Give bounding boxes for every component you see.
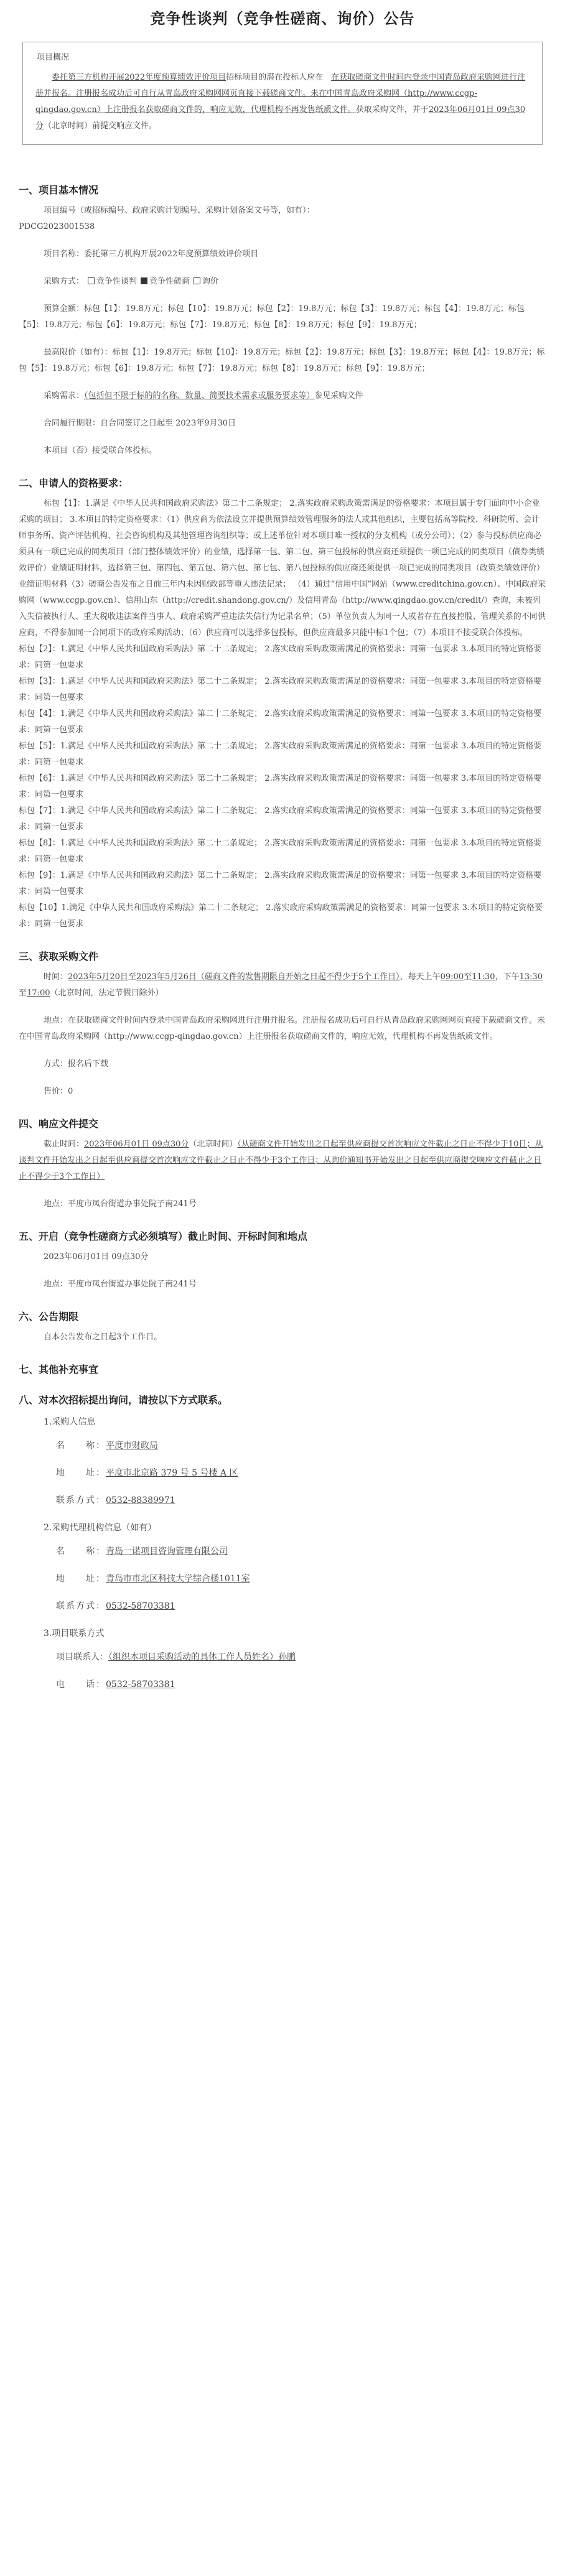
purchaser-name: 平度市财政局 <box>106 1441 158 1451</box>
budget-amount: 预算金额：标包【1】：19.8万元；标包【10】：19.8万元；标包【2】：19.8万元；标包【3】：19.8万元；标包【4】：19.8万元；标包【5】：19.8万元；标包【6】：19.8万元；标包【7】：19.8万元；标包【8】：19.8万元；标包【9】：19.8万元； <box>19 304 525 330</box>
time-to: 至 <box>128 972 136 982</box>
qualification-lot: 标包【2】：1.满足《中华人民共和国政府采购法》第二十二条规定； 2.落实政府采购政策需满足的资格要求：同第一包要求 3.本项目的特定资格要求：同第一包要求 <box>19 644 542 670</box>
deadline-label: 截止时间： <box>44 1140 85 1149</box>
checkbox-unchecked-icon <box>88 277 95 284</box>
section-7-heading: 七、其他补充事宜 <box>19 1364 99 1375</box>
page-title: 竞争性谈判（竞争性磋商、询价）公告 <box>150 10 415 27</box>
qualification-lot: 标包【10】1.满足《中华人民共和国政府采购法》第二十二条规定； 2.落实政府采购政策需满足的资格要求：同第一包要求 3.本项目的特定资格要求：同第一包要求 <box>19 903 543 929</box>
project-phone-row <box>19 1678 546 1690</box>
overview-text-4: 获取采购文件，并于 <box>355 105 429 114</box>
contract-period: 合同履行期限：自合同签订之日起至 2023年9月30日 <box>44 419 236 428</box>
agency-phone-row <box>19 1599 546 1612</box>
purchaser-address-label: 地 址： <box>56 1468 106 1478</box>
qualification-lot: 标包【8】：1.满足《中华人民共和国政府采购法》第二十二条规定； 2.落实政府采购政策需满足的资格要求：同第一包要求 3.本项目的特定资格要求：同第一包要求 <box>19 839 542 864</box>
checkbox-checked-icon <box>141 277 147 284</box>
project-phone: 0532-58703381 <box>106 1680 175 1690</box>
procurement-method <box>19 274 546 290</box>
overview-obtain-link[interactable]: 在获取磋商文件时间内登录中国青岛政府采购网进行注册并报名。注册报名成功后可自行从青岛政府采购网网页直接下载磋商文件。未在中国青岛政府采购网（http://www.ccgp-qingdao.gov.cn）上注册报名获取磋商文件的，响应无效，代理机构不再发售纸质文件。 <box>35 73 526 114</box>
submission-deadline <box>19 1137 546 1185</box>
project-contact-row <box>19 1650 546 1663</box>
time-to-2: 至 <box>464 972 472 982</box>
time-start: 2023年5月20日 <box>68 972 128 982</box>
section-4-heading: 四、响应文件提交 <box>19 1118 99 1130</box>
procurement-needs <box>19 388 546 404</box>
section-3-heading: 三、获取采购文件 <box>19 951 99 962</box>
project-number-label: 项目编号（或招标编号、政府采购计划编号、采购计划备案文号等，如有）： <box>44 206 315 215</box>
overview-text <box>35 70 530 134</box>
qualification-lot: 标包【7】：1.满足《中华人民共和国政府采购法》第二十二条规定； 2.落实政府采购政策需满足的资格要求：同第一包要求 3.本项目的特定资格要求：同第一包要求 <box>19 806 542 832</box>
qualification-lots-list <box>19 641 546 932</box>
time-label: 时间： <box>44 972 68 982</box>
qualification-lot: 标包【6】：1.满足《中华人民共和国政府采购法》第二十二条规定； 2.落实政府采购政策需满足的资格要求：同第一包要求 3.本项目的特定资格要求：同第一包要求 <box>19 774 542 799</box>
agency-address-row <box>19 1572 546 1584</box>
project-contact-title: 3.项目联系方式 <box>44 1629 105 1639</box>
project-number: PDCG2023001538 <box>19 222 95 231</box>
agency-info-title: 2.采购代理机构信息（如有） <box>44 1523 157 1533</box>
qualification-lot: 标包【5】：1.满足《中华人民共和国政府采购法》第二十二条规定； 2.落实政府采购政策需满足的资格要求：同第一包要求 3.本项目的特定资格要求：同第一包要求 <box>19 742 542 767</box>
agency-address-label: 地 址： <box>56 1574 106 1584</box>
time-end: 2023年5月26日（磋商文件的发售期限自开始之日起不得少于5个工作日） <box>136 972 400 982</box>
project-name: 项目名称：委托第三方机构开展2022年度预算绩效评价项目 <box>44 249 259 259</box>
time-am-start: 09:00 <box>440 972 464 982</box>
max-price: 最高限价（如有）：标包【1】：19.8万元；标包【10】：19.8万元；标包【2】：19.8万元；标包【3】：19.8万元；标包【4】：19.8万元；标包【5】：19.8万元；标包【6】：19.8万元；标包【7】：19.8万元；标包【8】：19.8万元；标包【9】：19.8万元； <box>19 348 545 373</box>
overview-heading: 项目概况 <box>37 53 70 62</box>
qualification-lot: 标包【4】：1.满足《中华人民共和国政府采购法》第二十二条规定； 2.落实政府采购政策需满足的资格要求：同第一包要求 3.本项目的特定资格要求：同第一包要求 <box>19 709 542 735</box>
time-to-3: 至 <box>19 988 27 998</box>
method-option-inquiry: 询价 <box>202 277 219 286</box>
overview-deadline: 2023年06月01日 09点30分 <box>35 105 526 131</box>
section-6-heading: 六、公告期限 <box>19 1311 79 1323</box>
obtain-way: 方式：报名后下载 <box>44 1059 109 1069</box>
opening-place: 地点：平度市凤台街道办事处院子南241号 <box>44 1280 197 1289</box>
purchaser-name-row <box>19 1439 546 1451</box>
method-option-consultation: 竞争性磋商 <box>149 277 190 286</box>
agency-name-label: 名 称： <box>56 1546 106 1556</box>
purchaser-name-label: 名 称： <box>56 1441 106 1451</box>
time-pm-end: 17:00 <box>27 988 50 998</box>
announcement-period: 自本公告发布之日起3个工作日。 <box>44 1332 162 1342</box>
document-price: 售价：0 <box>44 1087 73 1096</box>
consortium-note: 本项目（否）接受联合体投标。 <box>44 446 157 455</box>
agency-phone: 0532-58703381 <box>106 1601 175 1611</box>
method-option-negotiation: 竞争性谈判 <box>96 277 138 286</box>
purchaser-info-title: 1.采购人信息 <box>44 1417 96 1427</box>
deadline-time: 2023年06月01日 09点30分 <box>84 1140 189 1149</box>
agency-phone-label: 联系方式： <box>56 1601 106 1611</box>
section-2-heading: 二、申请人的资格要求： <box>19 477 129 489</box>
needs-tail: 参见采购文件 <box>314 391 363 401</box>
purchaser-phone-label: 联系方式： <box>56 1495 106 1505</box>
time-pm-start: 13:30 <box>519 972 543 982</box>
section-1-heading: 一、项目基本情况 <box>19 184 99 196</box>
method-label: 采购方式： <box>44 277 85 286</box>
section-5-heading: 五、开启（竞争性磋商方式必须填写）截止时间、开标时间和地点 <box>19 1230 308 1242</box>
overview-text-6: （北京时间）前提交响应文件。 <box>44 121 157 131</box>
overview-text-2: 招标项目的潜在投标人应在 <box>226 73 324 82</box>
purchaser-address: 平度市北京路 379 号 5 号楼 A 区 <box>106 1468 238 1478</box>
time-tail: （北京时间，法定节假日除外） <box>50 988 164 998</box>
agency-name: 青岛一诺项目咨询管理有限公司 <box>106 1546 228 1556</box>
needs-desc: （包括但不限于标的的名称、数量、简要技术需求或服务要求等） <box>84 391 315 401</box>
project-overview-box <box>22 42 543 145</box>
opening-time: 2023年06月01日 09点30分 <box>44 1252 149 1262</box>
overview-project-name: 委托第三方机构开展2022年度预算绩效评价项目 <box>52 73 226 82</box>
submission-place: 地点：平度市凤台街道办事处院子南241号 <box>44 1199 197 1209</box>
deadline-note: （从磋商文件开始发出之日起至供应商提交首次响应文件截止之日止不得少于10日；从谈判文件开始发出之日起至供应商提交首次响应文件截止之日止不得少于3个工作日；从询价通知书开始发出之日起至供应商提交响应文件截止之日止不得少于3个工作日） <box>19 1140 543 1181</box>
section-8-heading: 八、对本次招标提出询问，请按以下方式联系。 <box>19 1394 228 1406</box>
purchaser-phone-row <box>19 1494 546 1506</box>
time-afternoon: ，下午 <box>495 972 520 982</box>
deadline-tz: （北京时间） <box>189 1140 238 1149</box>
checkbox-unchecked-icon <box>194 277 200 284</box>
agency-name-row <box>19 1545 546 1557</box>
qualification-lot-1: 标包【1】：1.满足《中华人民共和国政府采购法》第二十二条规定； 2.落实政府采购政策需满足的资格要求：本项目属于专门面向中小企业采购的项目； 3.本项目的特定资格要求：（1）供应商为依法设立并提供预算绩效管理服务的法人或其他组织，主要包括高等院校、科研院所、会计师事务所、资产评估机构、社会咨询机构及其他管理咨询组织等；或上述单位针对本项目唯一授权的分支机构（或分公司）；（2）参与投标供应商必须具有一项已完成的同类项目（部门整体绩效评价）的业绩，选择第一包、第二包、第三包投标的供应商还须提供一项已完成的同类项目（债券类绩效评价）业绩证明材料，选择第三包、第四包、第五包、第六包、第七包、第八包投标的供应商还须提供一项已完成的同类项目（政策类绩效评价）业绩证明材料（3）磋商公告发布之日前三年内未因财政部等重大违法记录； （4）通过“信用中国”网站（www.creditchina.gov.cn）、中国政府采购网（www.ccgp.gov.cn）、信用山东（http://credit.shandong.gov.cn/）及信用青岛（http://www.qingdao.gov.cn/credit/）查询，未被列入失信被执行人、重大税收违法案件当事人、政府采购严重违法失信行为记录名单；（5）单位负责人为同一人或者存在直接控股、管理关系的不同供应商，不得参加同一合同项下的政府采购活动；（6）供应商可以选择多包投标，但供应商最多只能中标1个包；（7）本项目不接受联合体投标。 <box>19 499 546 638</box>
purchaser-address-row <box>19 1466 546 1479</box>
agency-address: 青岛市市北区科技大学综合楼1011室 <box>106 1574 250 1584</box>
needs-label: 采购需求： <box>44 391 85 401</box>
qualification-lot: 标包【9】：1.满足《中华人民共和国政府采购法》第二十二条规定； 2.落实政府采购政策需满足的资格要求：同第一包要求 3.本项目的特定资格要求：同第一包要求 <box>19 871 542 896</box>
project-contact-person: （组织本项目采购活动的具体工作人员姓名）孙鹏 <box>108 1652 296 1662</box>
purchaser-phone: 0532-88389971 <box>106 1495 175 1505</box>
qualification-lot: 标包【3】：1.满足《中华人民共和国政府采购法》第二十二条规定； 2.落实政府采购政策需满足的资格要求：同第一包要求 3.本项目的特定资格要求：同第一包要求 <box>19 677 542 702</box>
project-contact-label: 项目联系人： <box>56 1652 108 1662</box>
time-morning: ，每天上午 <box>399 972 441 982</box>
obtain-time <box>19 969 546 1002</box>
obtain-place: 地点：在获取磋商文件时间内登录中国青岛政府采购网进行注册并报名。注册报名成功后可自行从青岛政府采购网网页直接下载磋商文件。未在中国青岛政府采购网（http://www.ccgp-qingdao.gov.cn）上注册报名获取磋商文件的，响应无效，代理机构不再发售纸质文件。 <box>19 1016 546 1041</box>
time-am-end: 11:30 <box>472 972 495 982</box>
project-phone-label: 电 话： <box>56 1680 106 1690</box>
